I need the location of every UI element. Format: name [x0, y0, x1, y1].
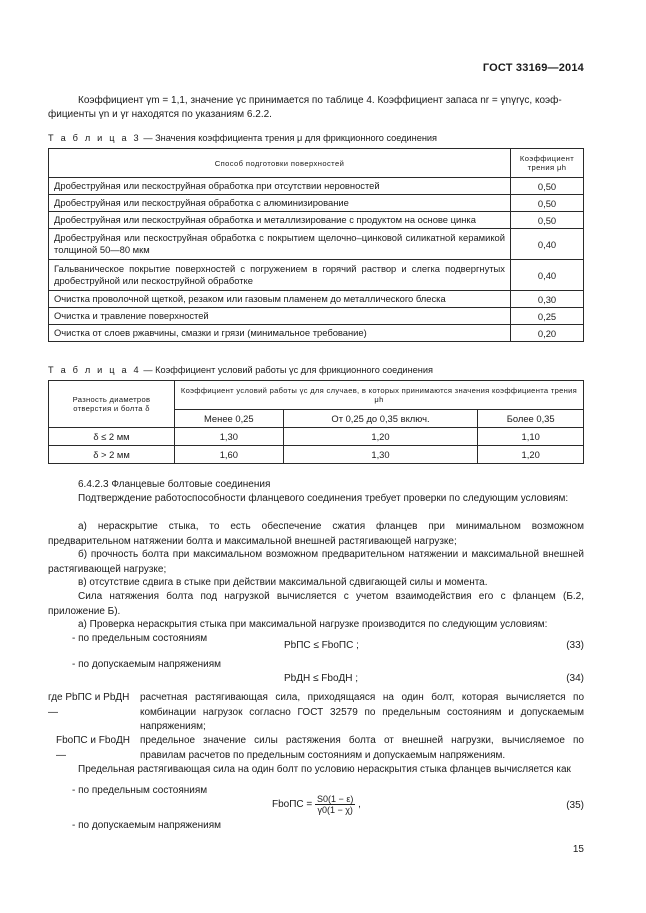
equation-34: PbДН ≤ FboДН ;: [284, 673, 359, 684]
table3-value: 0,30: [511, 291, 584, 308]
table4-value: 1,60: [175, 446, 284, 464]
table3-caption: [48, 133, 437, 143]
allowable-stress-label-2: - по допускаемым напряжениям: [72, 820, 222, 831]
table3-method: Дробеструйная или пескоструйная обработка и металлизирование с продуктом на основе цинка: [49, 212, 511, 229]
table3-value: 0,40: [511, 260, 584, 291]
table3-method: Очистка проволочной щеткой, резаком или газовым пламенем до металлического блеска: [49, 291, 511, 308]
table3-value: 0,50: [511, 195, 584, 212]
table-row: [49, 325, 584, 342]
table3-caption-prefix: Т а б л и ц а 3: [48, 133, 141, 143]
table-row: [49, 178, 584, 195]
table4-col-between: От 0,25 до 0,35 включ.: [283, 410, 478, 428]
allowable-stress-label-1: - по допускаемым напряжениям: [72, 659, 222, 670]
intro-line-1: Коэффициент γm = 1,1, значение γc принимается по таблице 4. Коэффициент запаса nr = γnγrγc, коэф-: [78, 95, 562, 106]
table4-col-more: Более 0,35: [478, 410, 584, 428]
table4-row-label: δ > 2 мм: [49, 446, 175, 464]
section-para-4: Предельная растягивающая сила на один болт по условию нераскрытия стыка фланцев вычисляется как: [78, 764, 571, 775]
table3-method: Дробеструйная или пескоструйная обработка с покрытием щелочно–цинковой силикатной керамикой толщиной 50—80 мкм: [49, 229, 511, 260]
equation-33-number: (33): [566, 640, 584, 651]
equation-35: [272, 794, 361, 815]
table4-head-coef: Коэффициент условий работы γc для случаев, в которых принимаются значения коэффициента трения μh: [175, 381, 584, 410]
section-para-3: а) Проверка нераскрытия стыка при максимальной нагрузке производится по следующим условиям:: [78, 619, 548, 630]
work-conditions-table: [48, 380, 584, 464]
table-row: [49, 291, 584, 308]
table-row: [49, 260, 584, 291]
where-1-text: расчетная растягивающая сила, приходящаяся на один болт, которая вычисляется по комбинации нагрузок согласно ГОСТ 32579 по предельным состояниям и допускаемым напряжениям;: [140, 692, 584, 732]
equation-35-lhs: FboПС =: [272, 799, 313, 811]
where-1-symbols: где PbПС и PbДН —: [48, 692, 130, 718]
table-row: [49, 229, 584, 260]
table-row: [49, 195, 584, 212]
table-row: [49, 446, 584, 464]
table4-caption-text: — Коэффициент условий работы γc для фрикционного соединения: [143, 365, 433, 375]
table3-value: 0,50: [511, 212, 584, 229]
table3-value: 0,25: [511, 308, 584, 325]
table3-method: Дробеструйная или пескоструйная обработка с алюминизирование: [49, 195, 511, 212]
section-title: 6.4.2.3 Фланцевые болтовые соединения: [78, 479, 271, 490]
equation-35-numerator: S0(1 − ε): [317, 794, 354, 804]
table4-value: 1,30: [283, 446, 478, 464]
section-para-1: Подтверждение работоспособности фланцевого соединения требует проверки по следующим условиям:: [78, 493, 569, 504]
table4-col-less: Менее 0,25: [175, 410, 284, 428]
where-definition-2: [48, 734, 584, 763]
table4-value: 1,20: [478, 446, 584, 464]
table3-method: Гальваническое покрытие поверхностей с погружением в горячий раствор и слегка подвергнутых дробеструйной или пескоструйной обработке: [49, 260, 511, 291]
limit-states-label-1: - по предельным состояниям: [72, 633, 208, 644]
table3-method: Очистка от слоев ржавчины, смазки и грязи (минимальное требование): [49, 325, 511, 342]
standard-header: ГОСТ 33169—2014: [482, 62, 584, 74]
table3-method: Дробеструйная или пескоструйная обработка при отсутствии неровностей: [49, 178, 511, 195]
equation-35-denominator: γ0(1 − χ): [317, 805, 353, 815]
equation-35-fraction: [315, 794, 355, 815]
table3-head-method: Способ подготовки поверхностей: [49, 149, 511, 178]
table4-head-diff: Разность диаметров отверстия и болта δ: [49, 381, 175, 428]
intro-line-2: фициенты γn и γr находятся по указаниям 6.2.2.: [48, 109, 272, 120]
section-item-b: б) прочность болта при максимальном возможном предварительном натяжении и максимальной внешней растягивающей нагрузке;: [48, 549, 584, 575]
section-para-2: Сила натяжения болта под нагрузкой вычисляется с учетом взаимодействия его с фланцем (Б.2, приложение Б).: [48, 591, 584, 617]
table4-caption-prefix: Т а б л и ц а 4: [48, 365, 141, 375]
page-number: 15: [572, 844, 584, 855]
table-row: [49, 212, 584, 229]
friction-coefficient-table: [48, 148, 584, 342]
table-row: [49, 428, 584, 446]
section-item-a: а) нераскрытие стыка, то есть обеспечение сжатия фланцев при минимальном возможном предварительном натяжении болта и максимальной внешней растягивающей нагрузке;: [48, 521, 584, 547]
table3-method: Очистка и травление поверхностей: [49, 308, 511, 325]
equation-35-number: (35): [566, 800, 584, 811]
table-row: [49, 308, 584, 325]
equation-34-number: (34): [566, 673, 584, 684]
table3-value: 0,50: [511, 178, 584, 195]
table4-value: 1,10: [478, 428, 584, 446]
where-2-text: предельное значение силы растяжения болта от внешней нагрузки, вычисляемое по правилам расчетов по предельным состояниям и допускаемым напряжениям.: [140, 735, 584, 761]
table3-value: 0,40: [511, 229, 584, 260]
table3-head-coef: Коэффициент трения μh: [511, 149, 584, 178]
equation-33: PbПС ≤ FboПС ;: [284, 640, 359, 651]
equation-35-tail: ,: [358, 799, 361, 811]
table4-caption: [48, 365, 433, 375]
limit-states-label-2: - по предельным состояниям: [72, 785, 208, 796]
where-definition-1: [48, 691, 584, 735]
table4-row-label: δ ≤ 2 мм: [49, 428, 175, 446]
table3-value: 0,20: [511, 325, 584, 342]
table4-value: 1,30: [175, 428, 284, 446]
where-2-symbols: FboПС и FboДН —: [56, 735, 131, 761]
section-item-c: в) отсутствие сдвига в стыке при действии максимальной сдвигающей силы и момента.: [78, 577, 488, 588]
table3-caption-text: — Значения коэффициента трения μ для фрикционного соединения: [143, 133, 438, 143]
table4-value: 1,20: [283, 428, 478, 446]
